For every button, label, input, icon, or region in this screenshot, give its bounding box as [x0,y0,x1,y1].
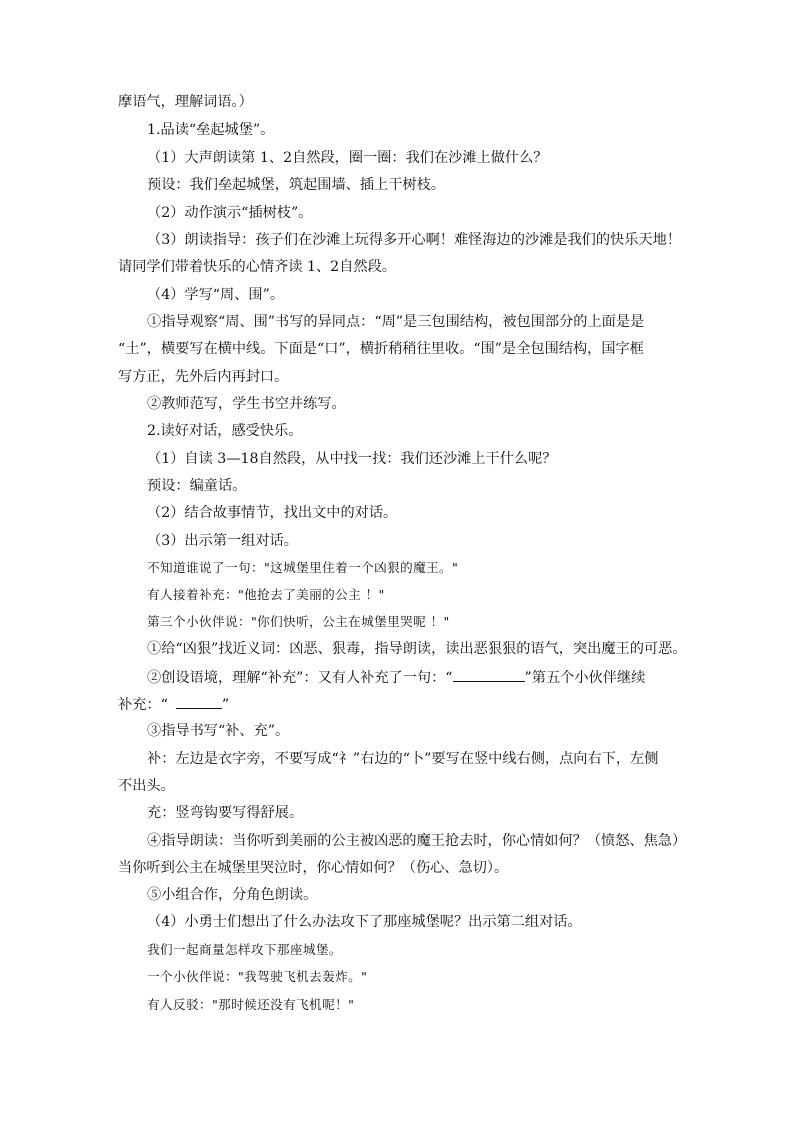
text-line: （3）出示第一组对话。 [147,533,298,549]
dialogue-quote: 有人反驳："那时候还没有飞机呢！" [147,997,355,1012]
text-line: 写方正，先外后内再封口。 [118,369,289,385]
section-heading: 1.品读“垒起城堡”。 [147,122,275,138]
text-line: 充：竖弯钩要写得舒展。 [147,805,304,821]
text-line: （4）学写“周、围”。 [147,287,285,303]
text-line: 请同学们带着快乐的心情齐读 1、2自然段。 [118,259,396,275]
text-line: ①给“凶狠”找近义词：凶恶、狠毒，指导朗读，读出恶狠狠的语气，突出魔王的可恶。 [147,641,687,657]
dialogue-quote: 有人接着补充："他抢去了美丽的公主 ！" [147,587,385,602]
text-line: （2）动作演示“插树枝”。 [147,205,313,221]
text-line: ④指导朗读：当你听到美丽的公主被凶恶的魔王抢去时，你心情如何？（愤怒、焦急） [147,833,687,849]
text-line: （3）朗读指导：孩子们在沙滩上玩得多开心啊！难怪海边的沙滩是我们的快乐天地！ [147,232,681,248]
text-line: 摩语气，理解词语。） [118,94,253,110]
section-heading: 2.读好对话，感受快乐。 [147,423,303,439]
text-line: “土”，横要写在横中线。下面是“口”，横折稍稍往里收。“围”是全包围结构，国字框 [118,341,644,357]
fill-blank [453,667,525,682]
text-segment: ”第五个小伙伴继续 [524,670,646,686]
text-line: （4）小勇士们想出了什么办法攻下了那座城堡呢？出示第二组对话。 [147,914,582,930]
text-line: 预设：我们垒起城堡，筑起围墙、插上干树枝。 [147,177,445,193]
text-line: （1）大声朗读第 1、2自然段，圈一圈：我们在沙滩上做什么？ [147,150,548,166]
dialogue-quote: 第三个小伙伴说："你们快听，公主在城堡里哭呢 ！" [147,614,450,629]
text-line [118,694,229,715]
dialogue-quote: 不知道谁说了一句："这城堡里住着一个凶狠的魔王。" [147,560,459,575]
text-line: 当你听到公主在城堡里哭泣时，你心情如何？（伤心、急切）。 [118,860,509,876]
text-line: 预设：编童话。 [147,478,247,494]
dialogue-quote: 一个小伙伴说："我驾驶飞机去轰炸。" [147,969,368,984]
fill-blank [176,694,222,709]
text-segment: ” [221,697,230,713]
text-line: （2）结合故事情节，找出文中的对话。 [147,505,398,521]
text-line: ②教师范写，学生书空并练写。 [147,396,346,412]
text-segment: 补充：“ [118,697,168,713]
text-line: ①指导观察“周、围”书写的异同点：“周”是三包围结构，被包围部分的上面是是 [147,314,645,330]
text-line: （1）自读 3—18自然段，从中找一找：我们还沙滩上干什么呢？ [147,451,557,467]
text-line [147,667,645,688]
text-line: ③指导书写“补、充”。 [147,723,290,739]
text-segment: ②创设语境，理解“补充”：又有人补充了一句：“ [147,670,453,686]
dialogue-quote: 我们一起商量怎样攻下那座城堡。 [147,942,342,957]
text-line: ⑤小组合作，分角色朗读。 [147,887,318,903]
text-line: 不出头。 [118,778,175,794]
text-line: 补：左边是衣字旁，不要写成“礻”右边的“卜”要写在竖中线右侧，点向右下，左侧 [147,751,659,767]
